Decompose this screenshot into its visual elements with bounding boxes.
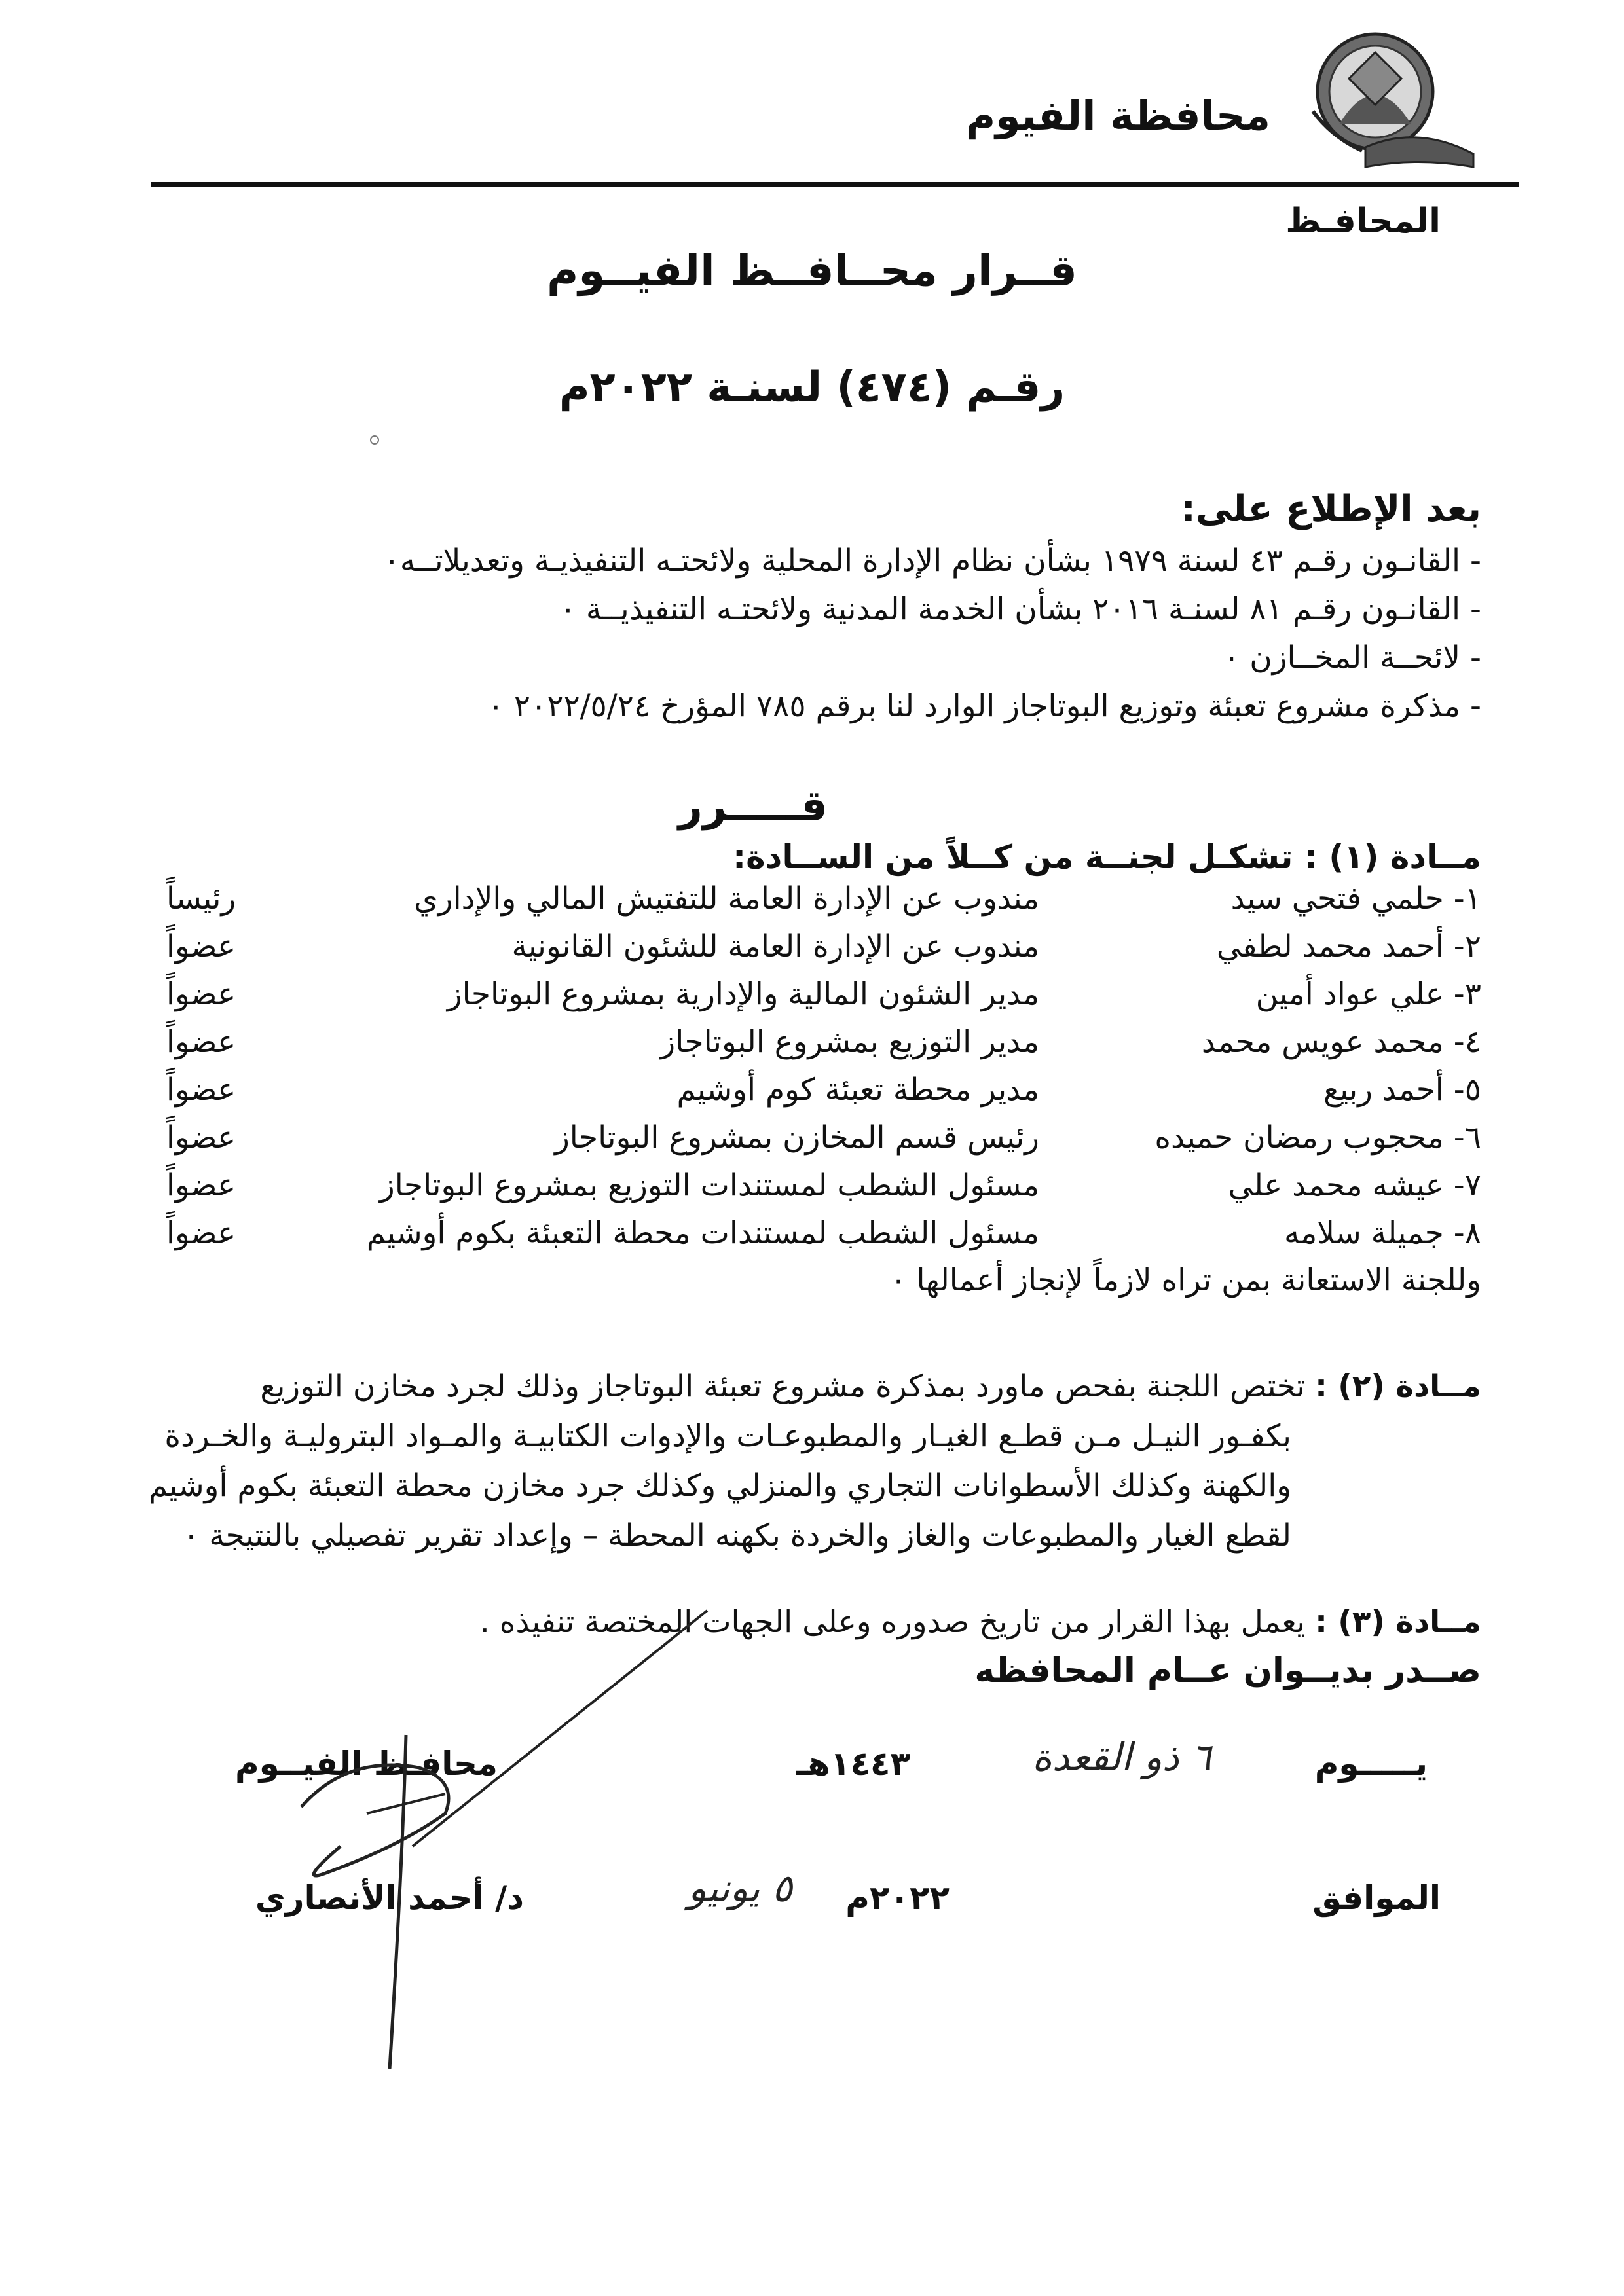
handwritten-hijri-date: ٦ ذو القعدة <box>1032 1735 1211 1779</box>
header-divider <box>151 182 1519 187</box>
governorate-name: محافظة الفيوم <box>965 92 1270 139</box>
member-role: عضواً <box>166 1120 236 1156</box>
article-2 <box>119 1362 1481 1561</box>
member-role: رئيساً <box>166 881 236 917</box>
committee-member-row <box>119 1167 1481 1215</box>
decree-title: قــرار محــافــظ الفيــوم <box>546 246 1077 296</box>
article-2-first-line <box>119 1362 1481 1412</box>
article-2-line: بكفـور النيـل مـن قطـع الغيـار والمطبوعـات والإدوات الكتابيـة والمـواد البتروليـة والخـردة <box>164 1418 1291 1454</box>
fayoum-governorate-emblem-icon <box>1300 26 1480 177</box>
article-2-line: تختص اللجنة بفحص ماورد بمذكرة مشروع تعبئة البوتاجاز وذلك لجرد مخازن التوزيع <box>260 1368 1306 1404</box>
member-name: ٧- عيشه محمد علي <box>1228 1167 1481 1203</box>
member-name: ٣- علي عواد أمين <box>1255 976 1481 1012</box>
day-label: يـــــوم <box>1314 1745 1428 1783</box>
committee-member-row <box>119 1024 1481 1072</box>
committee-member-row <box>119 928 1481 976</box>
preamble-list <box>158 537 1481 731</box>
handwritten-gregorian-date: ٥ يونيو <box>688 1866 792 1910</box>
member-title: مندوب عن الإدارة العامة للتفتيش المالي والإداري <box>414 881 1039 917</box>
member-role: عضواً <box>166 1215 236 1251</box>
gregorian-year: ٢٠٢٢م <box>845 1879 950 1917</box>
hijri-year: ١٤٤٣هـ <box>796 1745 910 1783</box>
committee-member-row <box>119 1215 1481 1263</box>
member-name: ١- حلمي فتحي سيد <box>1230 881 1481 917</box>
article-1-text: تشكـل لجنــة من كــلاً من الســادة: <box>733 838 1293 876</box>
preamble-item: - القانـون رقـم ٤٣ لسنة ١٩٧٩ بشأن نظام الإدارة المحلية ولائحتـه التنفيذيـة وتعديلاتــه٠ <box>383 543 1481 579</box>
preamble-item: - لائحــة المخــازن ٠ <box>1223 640 1481 676</box>
member-role: عضواً <box>166 1072 236 1108</box>
member-title: مسئول الشطب لمستندات محطة التعبئة بكوم أوشيم <box>366 1215 1039 1251</box>
member-title: مدير التوزيع بمشروع البوتاجاز <box>660 1024 1039 1060</box>
preamble-item: - مذكرة مشروع تعبئة وتوزيع البوتاجاز الوارد لنا برقم ٧٨٥ المؤرخ ٢٠٢٢/٥/٢٤ ٠ <box>487 688 1481 724</box>
signatory-label: محافـظ الفيــوم <box>234 1745 498 1783</box>
member-name: ٨- جميلة سلامه <box>1283 1215 1481 1251</box>
ink-dot <box>370 435 379 445</box>
article-1-label: مــادة (١) : <box>1304 838 1481 876</box>
member-name: ٤- محمد عويس محمد <box>1201 1024 1481 1060</box>
article-3-text: يعمل بهذا القرار من تاريخ صدوره وعلى الجهات المختصة تنفيذه . <box>479 1604 1306 1640</box>
decree-number: رقـم (٤٧٤) لسنـة ٢٠٢٢م <box>559 363 1065 412</box>
member-title: مندوب عن الإدارة العامة للشئون القانونية <box>511 928 1039 964</box>
signatory-name: د/ أحمد الأنصاري <box>255 1879 524 1917</box>
issued-statement: صــدر بديــوان عــام المحافظه <box>974 1651 1481 1690</box>
article-3-label: مــادة (٣) : <box>1315 1604 1481 1640</box>
committee-member-row <box>119 1120 1481 1167</box>
committee-member-row <box>119 881 1481 928</box>
committee-members-list <box>119 881 1481 1263</box>
member-role: عضواً <box>166 1024 236 1060</box>
member-name: ٥- أحمد ربيع <box>1323 1072 1481 1108</box>
member-role: عضواً <box>166 976 236 1012</box>
preamble-item: - القانـون رقـم ٨١ لسنـة ٢٠١٦ بشأن الخدمة المدنية ولائحتـه التنفيذيــة ٠ <box>559 591 1481 627</box>
article-2-line: والكهنة وكذلك الأسطوانات التجاري والمنزلي وكذلك جرد مخازن محطة التعبئة بكوم أوشيم <box>148 1468 1291 1504</box>
office-label: المحافـظ <box>1285 202 1441 241</box>
article-2-line: لقطع الغيار والمطبوعات والغاز والخردة بكهنه المحطة – وإعداد تقرير تفصيلي بالنتيجة ٠ <box>183 1518 1291 1554</box>
decided-heading: قـــــرر <box>678 782 828 831</box>
handwritten-signature-icon <box>249 1597 720 2095</box>
committee-member-row <box>119 976 1481 1024</box>
member-role: عضواً <box>166 1167 236 1203</box>
member-role: عضواً <box>166 928 236 964</box>
corresponding-label: الموافق <box>1312 1879 1441 1917</box>
member-name: ٢- أحمد محمد لطفي <box>1216 928 1481 964</box>
member-title: مسئول الشطب لمستندات التوزيع بمشروع البوتاجاز <box>380 1167 1039 1203</box>
committee-member-row <box>119 1072 1481 1120</box>
article-1-heading <box>733 838 1481 876</box>
article-2-label: مــادة (٢) : <box>1315 1368 1481 1404</box>
member-title: مدير محطة تعبئة كوم أوشيم <box>676 1072 1039 1108</box>
preamble-heading: بعد الإطلاع على: <box>1181 488 1481 530</box>
member-title: رئيس قسم المخازن بمشروع البوتاجاز <box>555 1120 1039 1156</box>
member-name: ٦- محجوب رمضان حميده <box>1154 1120 1481 1156</box>
member-title: مدير الشئون المالية والإدارية بمشروع البوتاجاز <box>447 976 1039 1012</box>
committee-extra-note: وللجنة الاستعانة بمن تراه لازماً لإنجاز أعمالها ٠ <box>890 1262 1481 1298</box>
